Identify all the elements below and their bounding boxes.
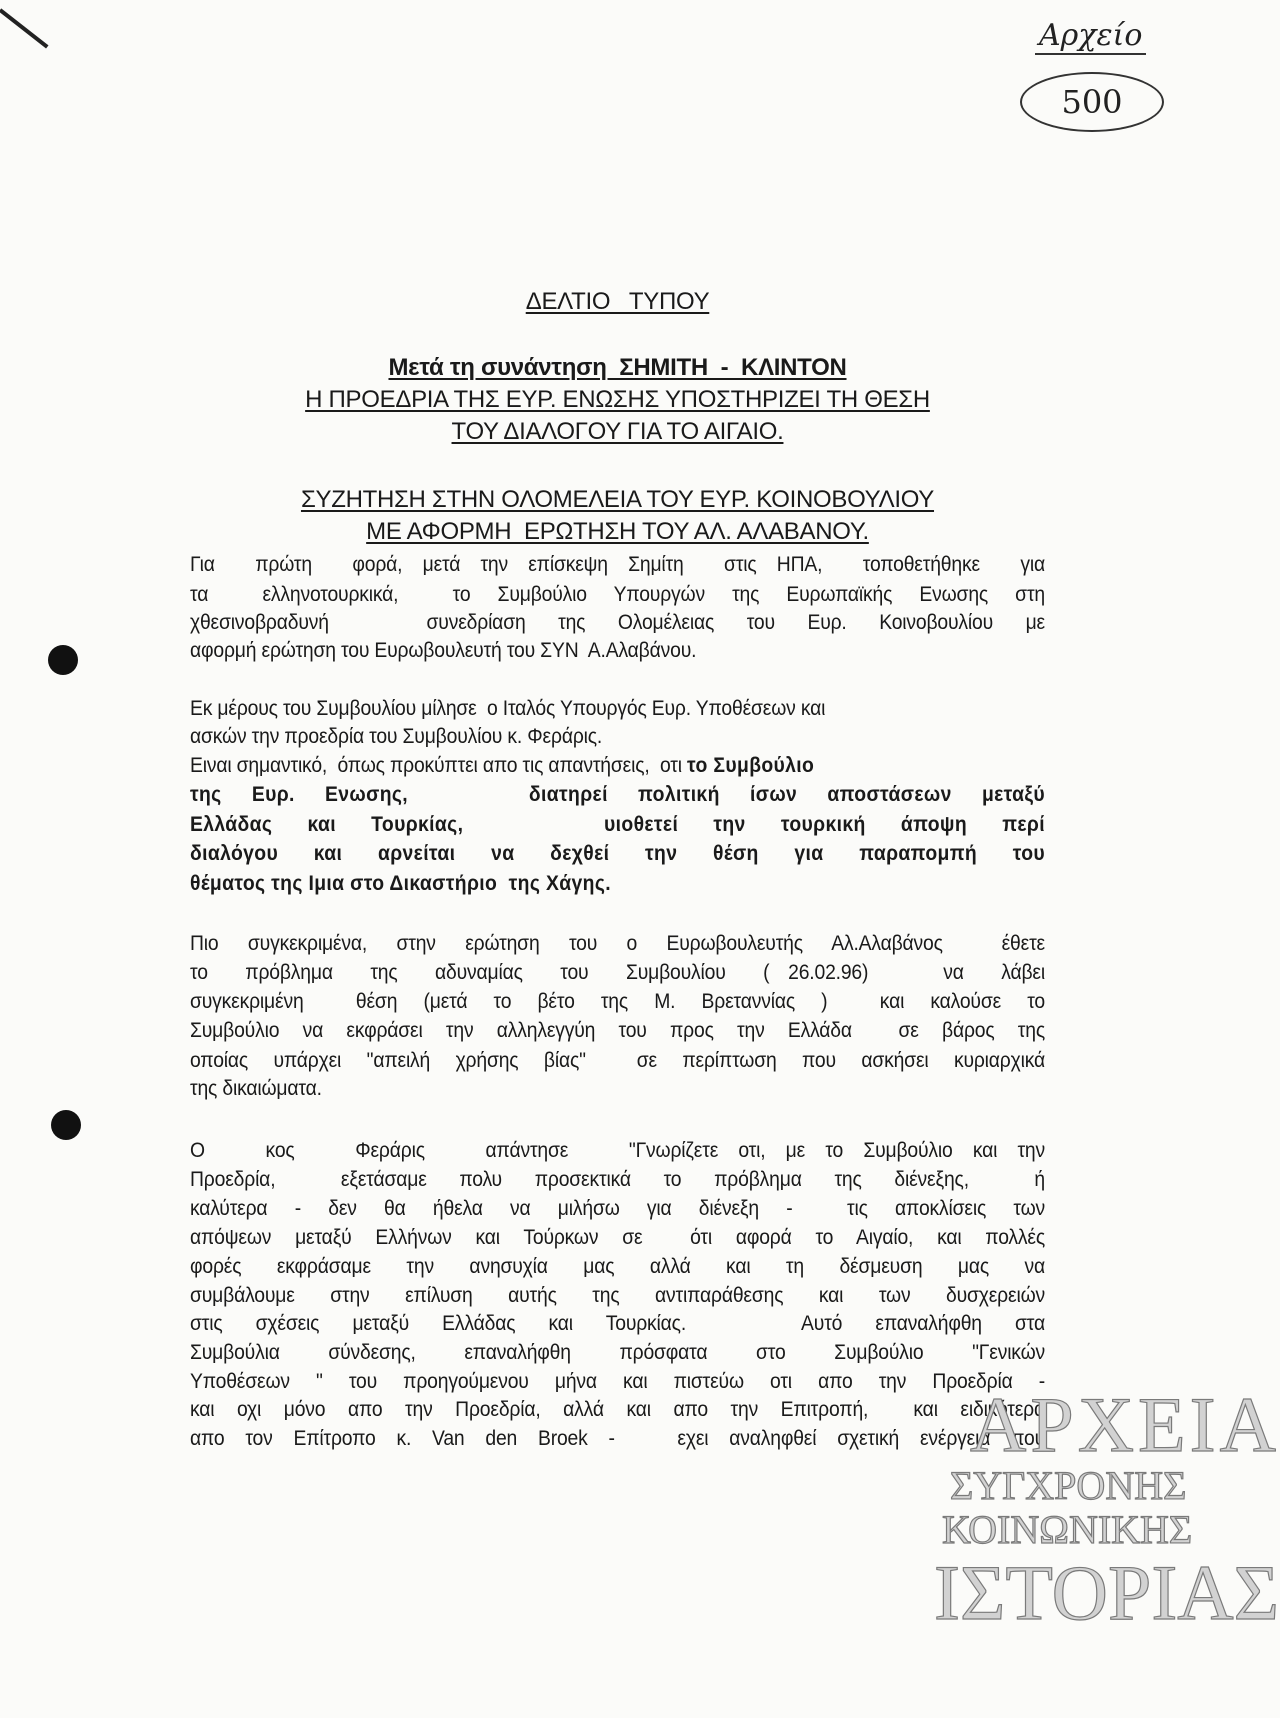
text-segment: απο τον Επίτροπο κ. Van den Broek - εχει αναληφθεί σχετική ενέργεια που bbox=[190, 1426, 1045, 1450]
headline-line-2 bbox=[0, 386, 1235, 414]
text-segment: αφορμή ερώτηση του Ευρωβουλευτή του ΣΥΝ Α.Αλαβάνου. bbox=[190, 638, 697, 662]
paragraph-2-line bbox=[190, 812, 1045, 840]
paragraph-1-line bbox=[190, 552, 1045, 580]
archive-label: Αρχείο bbox=[1035, 18, 1146, 55]
text-segment: φορές εκφράσαμε την ανησυχία μας αλλά και τη δέσμευση μας να bbox=[190, 1254, 1045, 1278]
paragraph-4-line bbox=[190, 1283, 1045, 1311]
headline-line-3 bbox=[0, 418, 1235, 446]
headline-lead bbox=[0, 354, 1235, 382]
paragraph-3-line bbox=[190, 989, 1045, 1017]
headline-text: Η ΠΡΟΕΔΡΙΑ ΤΗΣ ΕΥΡ. ΕΝΩΣΗΣ ΥΠΟΣΤΗΡΙΖΕΙ ΤΗ ΘΕΣΗ bbox=[305, 386, 930, 413]
title-text: ΔΕΛΤΙΟ ΤΥΠΟΥ bbox=[525, 288, 710, 315]
text-segment: Εκ μέρους του Συμβουλίου μίλησε ο Ιταλός Υπουργός Ευρ. Υποθέσεων και bbox=[190, 696, 826, 720]
paragraph-1-line bbox=[190, 582, 1045, 610]
paragraph-4-line bbox=[190, 1340, 1045, 1368]
headline-line-4 bbox=[0, 486, 1235, 514]
text-segment: Συμβούλια σύνδεσης, επαναλήφθη πρόσφατα στο Συμβούλιο "Γενικών bbox=[190, 1340, 1045, 1364]
text-segment: Υποθέσεων " του προηγούμενου μήνα και πιστεύω οτι απο την Προεδρία - bbox=[190, 1369, 1045, 1393]
paragraph-3-line bbox=[190, 1048, 1045, 1076]
paragraph-4-line bbox=[190, 1369, 1045, 1397]
paragraph-2-line bbox=[190, 696, 960, 721]
paragraph-4-line bbox=[190, 1167, 1045, 1195]
paragraph-1-line bbox=[190, 610, 1045, 638]
bold-text: το Συμβούλιο bbox=[687, 753, 815, 777]
watermark-line: ΣΥΓΧΡΟΝΗΣ bbox=[950, 1463, 1187, 1508]
paragraph-4-line bbox=[190, 1225, 1045, 1253]
headline-text: ΤΟΥ ΔΙΑΛΟΓΟΥ ΓΙΑ ΤΟ ΑΙΓΑΙΟ. bbox=[451, 418, 784, 445]
paragraph-3-line bbox=[190, 931, 1045, 959]
paragraph-3-line bbox=[190, 960, 1045, 988]
paragraph-2-line bbox=[190, 753, 960, 778]
paragraph-2-line bbox=[190, 724, 960, 749]
paragraph-2-line bbox=[190, 782, 1045, 810]
text-segment: απόψεων μεταξύ Ελλήνων και Τούρκων σε ότι αφορά το Αιγαίο, και πολλές bbox=[190, 1225, 1045, 1249]
headline-lead-text: Μετά τη συνάντηση ΣΗΜΙΤΗ - ΚΛΙΝΤΟΝ bbox=[388, 354, 847, 381]
paragraph-2-line bbox=[190, 871, 960, 896]
text-segment: της δικαιώματα. bbox=[190, 1076, 322, 1100]
headline-line-5 bbox=[0, 518, 1235, 546]
punch-hole-top bbox=[48, 645, 78, 675]
archive-number: 500 bbox=[1020, 72, 1164, 132]
text-segment: και οχι μόνο απο την Προεδρία, αλλά και απο την Επιτροπή, και ειδικότερα bbox=[190, 1397, 1045, 1421]
text-segment: καλύτερα - δεν θα ήθελα να μιλήσω για διένεξη - τις αποκλίσεις των bbox=[190, 1196, 1045, 1220]
watermark-line: ΙΣΤΟΡΙΑΣ bbox=[934, 1549, 1280, 1636]
text-segment: Για πρώτη φορά, μετά την επίσκεψη Σημίτη στις ΗΠΑ, τοποθετήθηκε για bbox=[190, 552, 1045, 576]
text-segment: το πρόβλημα της αδυναμίας του Συμβουλίου ( 26.02.96) να λάβει bbox=[190, 960, 1045, 984]
text-segment: συμβάλουμε στην επίλυση αυτής της αντιπαράθεσης και των δυσχερειών bbox=[190, 1283, 1045, 1307]
paragraph-4-line bbox=[190, 1426, 1045, 1454]
text-segment: χθεσινοβραδυνή συνεδρίαση της Ολομέλειας του Ευρ. Κοινοβουλίου με bbox=[190, 610, 1045, 634]
bold-text: της Ευρ. Ενωσης, διατηρεί πολιτική ίσων αποστάσεων μεταξύ bbox=[190, 782, 1045, 806]
paragraph-4-line bbox=[190, 1138, 1045, 1166]
paragraph-4-line bbox=[190, 1397, 1045, 1425]
text-segment: οποίας υπάρχει "απειλή χρήσης βίας" σε περίπτωση που ασκήσει κυριαρχικά bbox=[190, 1048, 1045, 1072]
paragraph-4-line bbox=[190, 1196, 1045, 1224]
paragraph-2-line bbox=[190, 841, 1045, 869]
document-title bbox=[0, 288, 1235, 316]
watermark-line: ΚΟΙΝΩΝΙΚΗΣ bbox=[942, 1507, 1193, 1552]
bold-text: διαλόγου και αρνείται να δεχθεί την θέση για παραπομπή του bbox=[190, 841, 1045, 865]
text-segment: Ο κος Φεράρις απάντησε "Γνωρίζετε οτι, με το Συμβούλιο και την bbox=[190, 1138, 1045, 1162]
text-segment: Ειναι σημαντικό, όπως προκύπτει απο τις απαντήσεις, οτι bbox=[190, 753, 688, 777]
punch-hole-bottom bbox=[51, 1110, 81, 1140]
watermark-line: ΑΡΧΕΙΑ bbox=[970, 1381, 1280, 1468]
headline-text: ΣΥΖΗΤΗΣΗ ΣΤΗΝ ΟΛΟΜΕΛΕΙΑ ΤΟΥ ΕΥΡ. ΚΟΙΝΟΒΟΥΛΙΟΥ bbox=[300, 486, 935, 513]
text-segment: τα ελληνοτουρκικά, το Συμβούλιο Υπουργών της Ευρωπαϊκής Ενωσης στη bbox=[190, 582, 1045, 606]
watermark bbox=[920, 1380, 1280, 1710]
paragraph-1-line bbox=[190, 638, 960, 663]
paragraph-4-line bbox=[190, 1254, 1045, 1282]
bold-text: θέματος της Ιμια στο Δικαστήριο της Χάγης. bbox=[190, 871, 611, 895]
paragraph-4-line bbox=[190, 1311, 1045, 1339]
paragraph-3-line bbox=[190, 1018, 1045, 1046]
paragraph-3-line bbox=[190, 1076, 960, 1101]
text-segment: Προεδρία, εξετάσαμε πολυ προσεκτικά το πρόβλημα της διένεξης, ή bbox=[190, 1167, 1045, 1191]
text-segment: στις σχέσεις μεταξύ Ελλάδας και Τουρκίας. Αυτό επαναλήφθη στα bbox=[190, 1311, 1045, 1335]
text-segment: ασκών την προεδρία του Συμβουλίου κ. Φεράρις. bbox=[190, 724, 603, 748]
corner-mark bbox=[0, 8, 49, 48]
text-segment: Συμβούλιο να εκφράσει την αλληλεγγύη του προς την Ελλάδα σε βάρος της bbox=[190, 1018, 1045, 1042]
bold-text: Ελλάδας και Τουρκίας, υιοθετεί την τουρκική άποψη περί bbox=[190, 812, 1045, 836]
text-segment: συγκεκριμένη θέση (μετά το βέτο της Μ. Βρεταννίας ) και καλούσε το bbox=[190, 989, 1045, 1013]
text-segment: Πιο συγκεκριμένα, στην ερώτηση του ο Ευρωβουλευτής Αλ.Αλαβάνος έθετε bbox=[190, 931, 1045, 955]
headline-text: ΜΕ ΑΦΟΡΜΗ ΕΡΩΤΗΣΗ ΤΟΥ ΑΛ. ΑΛΑΒΑΝΟΥ. bbox=[366, 518, 869, 545]
